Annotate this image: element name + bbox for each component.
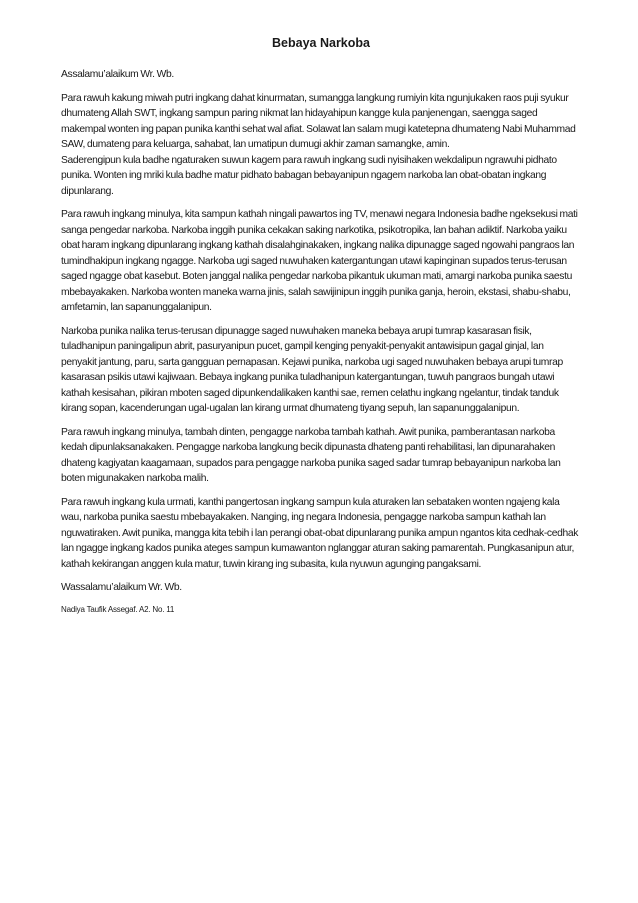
paragraph-dangers: Narkoba punika nalika terus-terusan dipunagge saged nuwuhaken maneka bebaya arupi tumrap kasarasan fisik, tuladhanipun paningalipun abrit, pasuryanipun pucet, gampil kenging penyakit-penyakit antawisipun gagal ginjal, lan penyakit jantung, paru, sarta gangguan pernapasan. Kejawi punika, narkoba ugi saged nuwuhaken bebaya arupi tumrap kasarasan psikis utawi kajiwaan. Bebaya ingkang punika tuladhanipun katergantungan, tuwuh pangraos bungah utawi kathah kesisahan, pikiran mboten saged dipunkendalikaken kanthi sae, remen celathu ingkang ngelantur, tindak tanduk kirang sopan, kacenderungan ugal-ugalan lan kirang urmat dhumateng tiyang sepuh, lan sapanunggalanipun. bbox=[61, 325, 563, 414]
paragraph-opening: Para rawuh kakung miwah putri ingkang dahat kinurmatan, sumangga langkung rumiyin kita ngunjukaken raos puji syukur dhumateng Allah SWT, ingkang sampun paring nikmat lan hidayahipun kangge kula panjenengan, saengga saged makempal wonten ing papan punika kanthi sehat wal afiat. Solawat lan salam mugi katetepna dhumateng Nabi Muhammad SAW, dumateng para keluarga, sahabat, lan umatipun dumugi akhir zaman samangke, amin. bbox=[61, 92, 576, 150]
greeting: Assalamu’alaikum Wr. Wb. bbox=[61, 69, 174, 80]
document-page bbox=[61, 34, 581, 616]
closing-salutation: Wassalamu’alaikum Wr. Wb. bbox=[61, 582, 182, 593]
paragraph-narkoba-definition: Para rawuh ingkang minulya, kita sampun kathah ningali pawartos ing TV, menawi negara Indonesia badhe ngeksekusi mati sanga pengedar narkoba. Narkoba inggih punika cekakan saking narkotika, psikotropika, lan bahan adiktif. Narkoba yaiku obat haram ingkang dipunlarang ingkang kathah disalahginakaken, ingkang nalika dipunagge saged ngowahi pangraos lan tumindhakipun ingkang ngagge. Narkoba ugi saged nuwuhaken katergantungan utawi kapinginan supados terus-terusan saged ngagge obat kasebut. Boten janggal nalika pengedar narkoba pikantuk ukuman mati, amargi narkoba punika saestu mbebayakaken. Narkoba wonten maneka warna jinis, salah sawijinipun inggih punika ganja, heroin, ekstasi, shabu-shabu, amfetamin, lan sapanunggalanipun. bbox=[61, 209, 578, 313]
paragraph-prevention: Para rawuh ingkang minulya, tambah dinten, pengagge narkoba tambah kathah. Awit punika, pamberantasan narkoba kedah dipunlaksanakaken. Pengagge narkoba langkung becik dipunasta dhateng panti rehabilitasi, lan dipunarahaken dhateng kagiyatan kaagamaan, supados para pengagge narkoba punika saged sadar tumrap bebayanipun narkoba lan boten migunakaken narkoba malih. bbox=[61, 426, 561, 484]
paragraph-conclusion: Para rawuh ingkang kula urmati, kanthi pangertosan ingkang sampun kula aturaken lan sebataken wonten ngajeng kala wau, narkoba punika saestu mbebayakaken. Nanging, ing negara Indonesia, pengagge narkoba sampun kathah lan nguwatiraken. Awit punika, mangga kita tebih i lan perangi obat-obat dipunlarang punika ampun ngantos kita cedhak-cedhak lan ngagge ingkang kados punika ateges sampun kumawanton nglanggar aturan saking pamarentah. Pungkasanipun atur, kathah kekirangan anggen kula matur, tuwin kirang ing subasita, kula nyuwun agunging pangaksami. bbox=[61, 496, 579, 570]
author-note: Nadiya Taufik Assegaf. A2. No. 11 bbox=[61, 604, 175, 614]
paragraph-intro: Saderengipun kula badhe ngaturaken suwun kagem para rawuh ingkang sudi nyisihaken wekdalipun ngrawuhi pidhato punika. Wonten ing mriki kula badhe matur pidhato babagan bebayanipun ngagem narkoba lan obat-obatan ingkang dipunlarang. bbox=[61, 154, 557, 197]
document-title: Bebaya Narkoba bbox=[272, 36, 370, 50]
